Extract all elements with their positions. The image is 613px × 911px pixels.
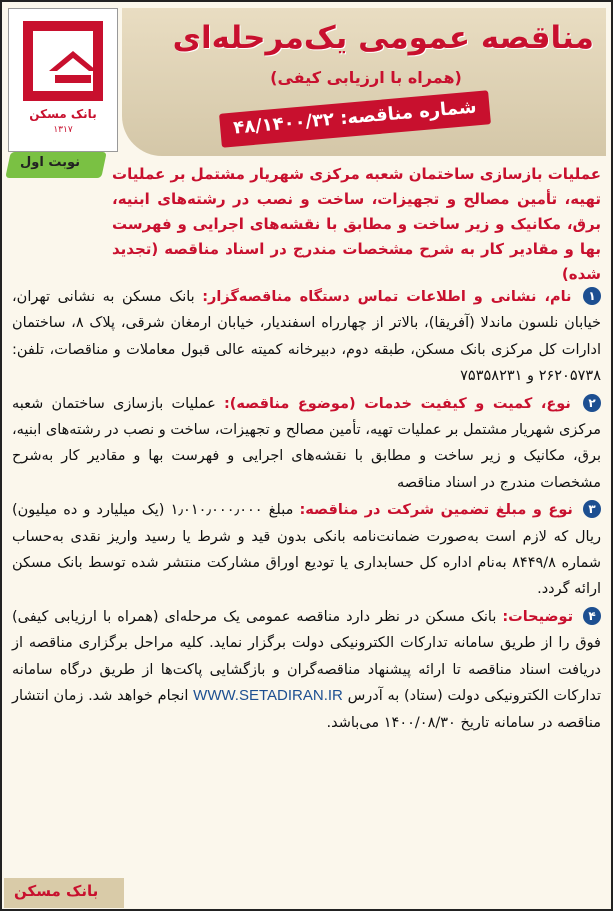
setadiran-link[interactable]: WWW.SETADIRAN.IR [193,687,343,705]
section-4 [12,604,601,736]
page-title: مناقصه عمومی یک‌مرحله‌ای [172,20,594,56]
tender-subject-heading: عملیات بازسازی ساختمان شعبه مرکزی شهریار مشتمل بر عملیات تهیه، تأمین مصالح و تجهیزات، ساخت و نصب در رشته‌های ابنیه، برق، مکانیک و زیر ساخت و مطابق با نقشه‌های اجرایی و فهرست بها و مقادیر کار به شرح مشخصات مندرج در اسناد مناقصه (تجدید شده) [112,165,601,283]
bank-logo [8,8,118,152]
section-number: ۴ [583,607,601,625]
section-title: توضیحات: [502,608,574,625]
logo-name: بانک مسکن [29,107,97,121]
tender-number: شماره مناقصه: ۴۸/۱۴۰۰/۳۲ [232,96,478,139]
section-body: مبلغ ۱٫۰۱۰٫۰۰۰٫۰۰۰ (یک میلیارد و ده میلیون) ریال که لازم است به‌صورت ضمانت‌نامه بانکی بدون قید و شرط یا رسید واریز نقدی به‌حساب شماره ۸۴۴۹/۸ به‌نام اداره کل حسابداری یا تودیع اوراق مشارکت منتشر شده توسط بانک مسکن ارائه گردد. [12,502,601,598]
footer-bank-name: بانک مسکن [14,882,99,900]
section-number: ۲ [583,394,601,412]
section-3 [12,497,601,603]
section-number: ۱ [583,287,601,305]
section-body: بانک مسکن در نظر دارد مناقصه عمومی یک مرحله‌ای (همراه با ارزیابی کیفی) فوق را از طریق سامانه تدارکات الکترونیکی دولت برگزار نماید. کلیه مراحل برگزاری مناقصه از دریافت اسناد مناقصه تا ارائه پیشنهاد مناقصه‌گران و بازگشایی پاکت‌ها از طریق درگاه سامانه تدارکات الکترونیکی دولت (ستاد) به آدرس [12,608,601,705]
section-title: نام، نشانی و اطلاعات تماس دستگاه مناقصه‌گزار: [202,289,572,305]
section-title: نوع، کمیت و کیفیت خدمات (موضوع مناقصه): [223,395,571,412]
section-body: عملیات بازسازی ساختمان شعبه مرکزی شهریار مشتمل بر عملیات تهیه، تأمین مصالح و تجهیزات، ساخت و نصب در رشته‌های ابنیه، برق، مکانیک و زیر ساخت و مطابق با نقشه‌های اجرایی و فهرست بها و مقادیر کار به‌شرح مشخصات مندرج در اسناد مناقصه [12,395,601,491]
logo-year: ۱۳۱۷ [53,125,73,135]
round-badge: نوبت اول [20,155,81,170]
logo-mark [23,21,103,101]
section-body-end: انجام خواهد شد. زمان انتشار مناقصه در سامانه تاریخ ۱۴۰۰/۰۸/۳۰ می‌باشد. [12,688,601,731]
tender-sections [12,284,601,737]
section-body: بانک مسکن به نشانی تهران، خیابان نلسون ماندلا (آفریقا)، بالاتر از چهارراه اسفندیار، خیابان ارمغان شرقی، پلاک ۸، ساختمان ادارات کل مرکزی بانک مسکن، طبقه دوم، دبیرخانه کمیته عالی قبول معاملات و مناقصات، تلفن: ۲۶۲۰۵۷۳۸ و ۷۵۳۵۸۲۳۱ [12,289,601,385]
page-subtitle: (همراه با ارزیابی کیفی) [270,68,462,87]
house-roof-icon [47,49,99,89]
section-number: ۳ [583,500,601,518]
footer-bar [4,878,124,908]
section-2 [12,391,601,497]
section-title: نوع و مبلغ تضمین شرکت در مناقصه: [299,502,573,519]
section-1 [12,284,601,390]
